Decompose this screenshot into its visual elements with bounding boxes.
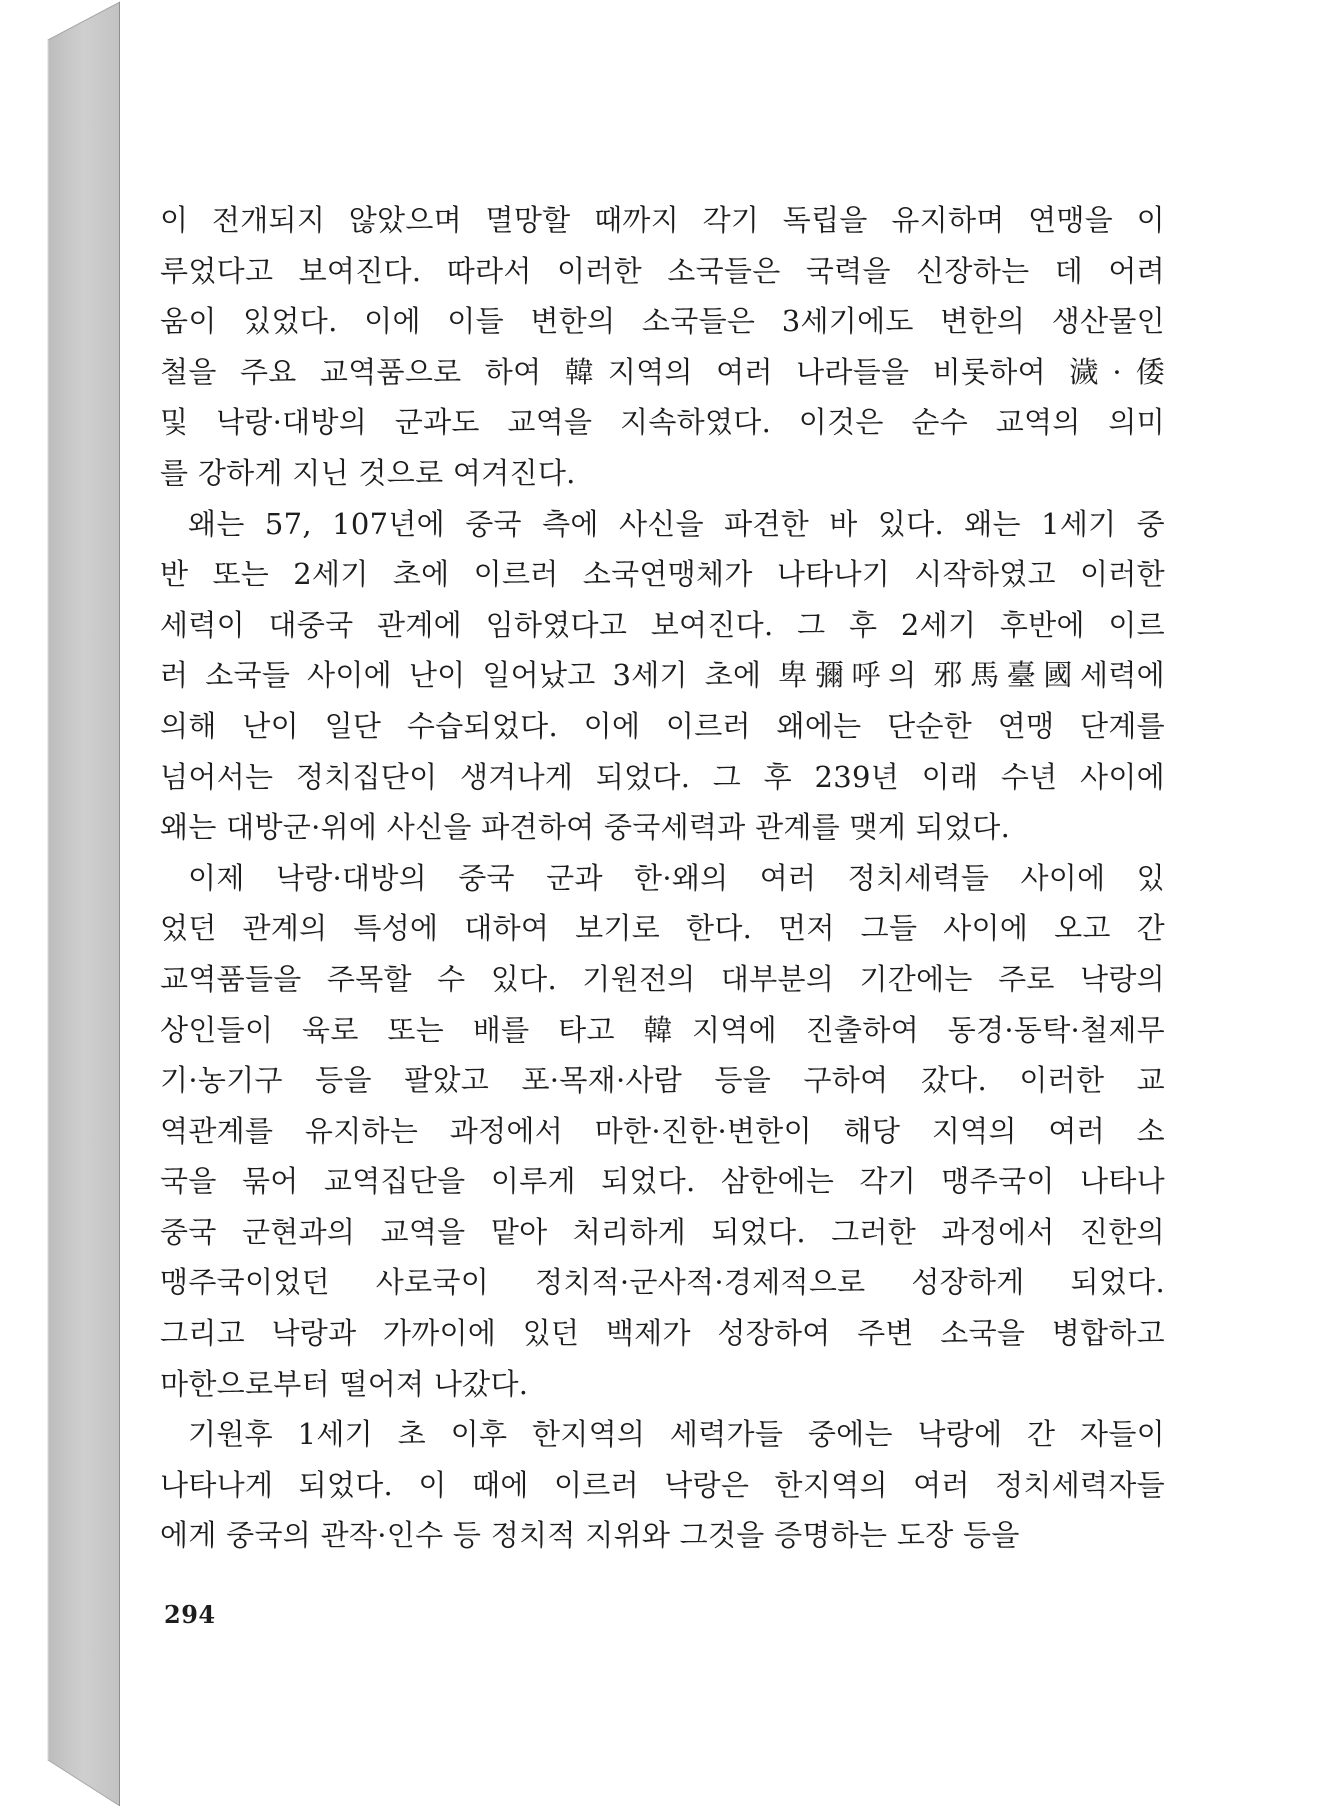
text-line: 러 소국들 사이에 난이 일어났고 3세기 초에 卑彌呼의 邪馬臺國세력에	[160, 658, 1165, 693]
text-line: 움이 있었다. 이에 이들 변한의 소국들은 3세기에도 변한의 생산물인	[160, 304, 1165, 339]
text-line: 역관계를 유지하는 과정에서 마한·진한·변한이 해당 지역의 여러 소	[160, 1113, 1165, 1148]
book-spine-edge	[0, 0, 130, 1806]
text-line: 반 또는 2세기 초에 이르러 소국연맹체가 나타나기 시작하였고 이러한	[160, 557, 1165, 592]
text-line: 에게 중국의 관작·인수 등 정치적 지위와 그것을 증명하는 도장 등을	[160, 1518, 1020, 1553]
paragraph	[160, 853, 1165, 1410]
body-text	[160, 195, 1165, 1561]
text-line: 이제 낙랑·대방의 중국 군과 한·왜의 여러 정치세력들 사이에 있	[188, 860, 1165, 895]
text-line: 었던 관계의 특성에 대하여 보기로 한다. 먼저 그들 사이에 오고 간	[160, 911, 1165, 946]
paragraph	[160, 195, 1165, 499]
text-line: 왜는 57, 107년에 중국 측에 사신을 파견한 바 있다. 왜는 1세기 중	[188, 506, 1165, 541]
text-line: 루었다고 보여진다. 따라서 이러한 소국들은 국력을 신장하는 데 어려	[160, 253, 1165, 288]
text-line: 기·농기구 등을 팔았고 포·목재·사람 등을 구하여 갔다. 이러한 교	[160, 1063, 1165, 1098]
text-line: 기원후 1세기 초 이후 한지역의 세력가들 중에는 낙랑에 간 자들이	[188, 1417, 1165, 1452]
text-line: 맹주국이었던 사로국이 정치적·군사적·경제적으로 성장하게 되었다.	[160, 1265, 1165, 1300]
text-line: 상인들이 육로 또는 배를 타고 韓지역에 진출하여 동경·동탁·철제무	[160, 1012, 1165, 1047]
text-line: 나타나게 되었다. 이 때에 이르러 낙랑은 한지역의 여러 정치세력자들	[160, 1467, 1165, 1502]
text-line: 의해 난이 일단 수습되었다. 이에 이르러 왜에는 단순한 연맹 단계를	[160, 708, 1165, 743]
text-line: 그리고 낙랑과 가까이에 있던 백제가 성장하여 주변 소국을 병합하고	[160, 1316, 1165, 1351]
text-line: 국을 묶어 교역집단을 이루게 되었다. 삼한에는 각기 맹주국이 나타나	[160, 1164, 1165, 1199]
text-line: 마한으로부터 떨어져 나갔다.	[160, 1366, 529, 1401]
text-line: 중국 군현과의 교역을 맡아 처리하게 되었다. 그러한 과정에서 진한의	[160, 1214, 1165, 1249]
page-number: 294	[164, 1600, 216, 1629]
text-line: 넘어서는 정치집단이 생겨나게 되었다. 그 후 239년 이래 수년 사이에	[160, 759, 1165, 794]
text-line: 를 강하게 지닌 것으로 여겨진다.	[160, 455, 576, 490]
text-line: 왜는 대방군·위에 사신을 파견하여 중국세력과 관계를 맺게 되었다.	[160, 810, 1011, 845]
text-line: 철을 주요 교역품으로 하여 韓지역의 여러 나라들을 비롯하여 濊·倭	[160, 354, 1165, 389]
text-line: 및 낙랑·대방의 군과도 교역을 지속하였다. 이것은 순수 교역의 의미	[160, 405, 1165, 440]
text-line: 교역품들을 주목할 수 있다. 기원전의 대부분의 기간에는 주로 낙랑의	[160, 961, 1165, 996]
text-line: 세력이 대중국 관계에 임하였다고 보여진다. 그 후 2세기 후반에 이르	[160, 607, 1165, 642]
paragraph	[160, 1409, 1165, 1561]
text-line: 이 전개되지 않았으며 멸망할 때까지 각기 독립을 유지하며 연맹을 이	[160, 203, 1165, 237]
paragraph	[160, 499, 1165, 853]
